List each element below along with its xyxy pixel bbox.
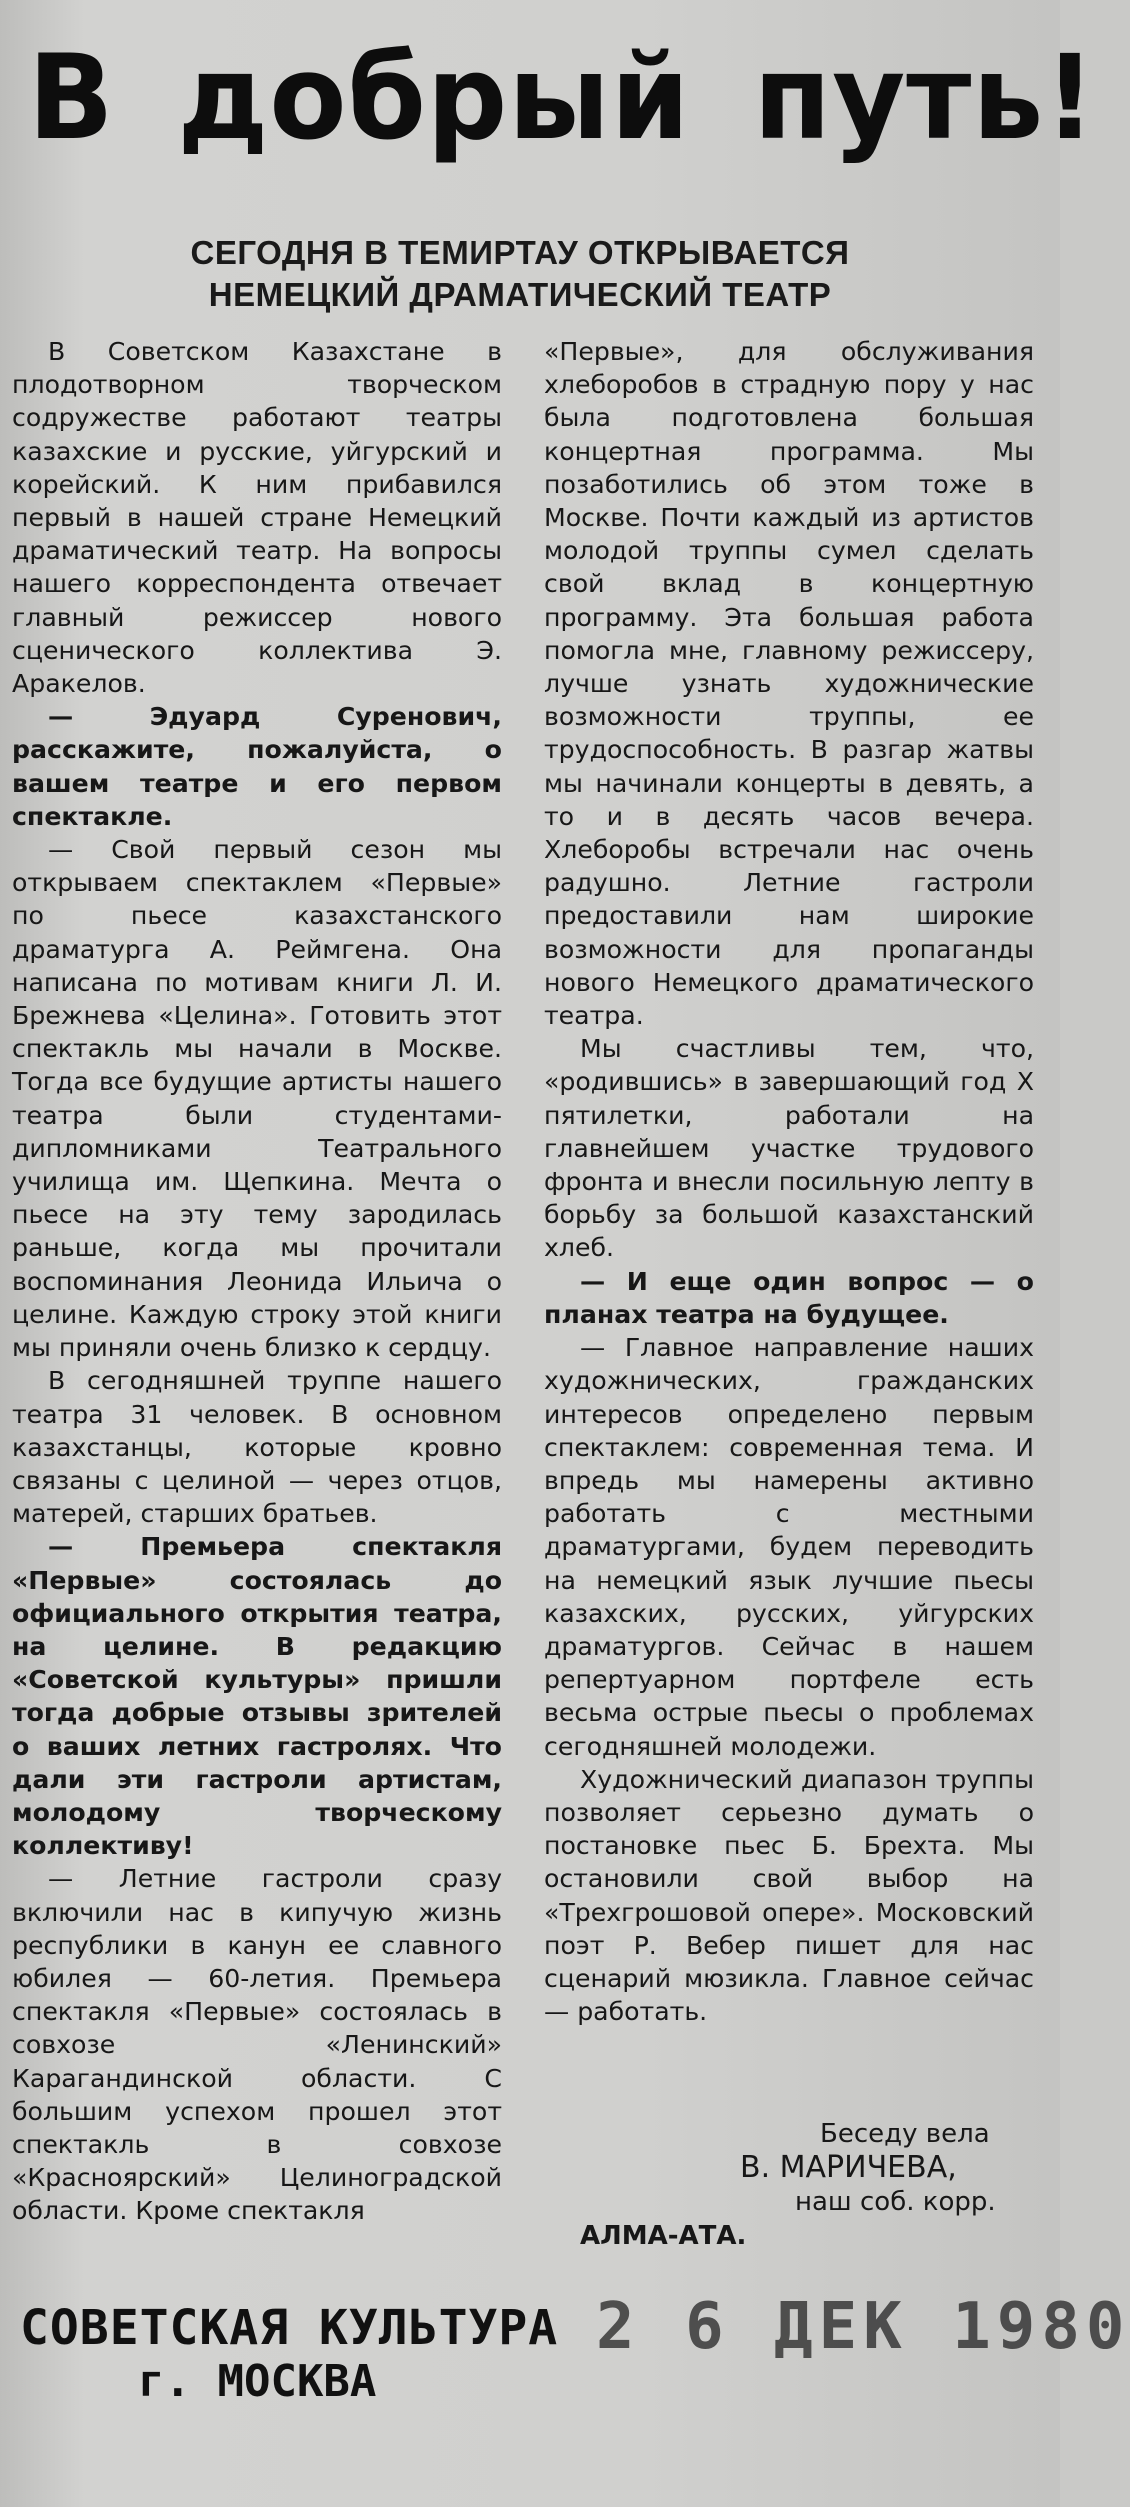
byline-role: наш соб. корр. — [795, 2187, 996, 2217]
paragraph: — Летние гастроли сразу включили нас в кипучую жизнь республики в канун ее славного юбилея — 60-летия. Премьера спектакля «Первые» состоялась в совхозе «Ленинский» Карагандинской области. С большим успехом прошел этот спектакль в совхозе «Красноярский» Целиноградской области. Кроме спектакля — [12, 1864, 502, 2226]
subheadline-line-2: НЕМЕЦКИЙ ДРАМАТИЧЕСКИЙ ТЕАТР — [208, 276, 832, 313]
article-column-right — [544, 335, 1034, 2028]
source-stamp-city: г. МОСКВА — [138, 2356, 377, 2407]
paragraph: — Главное направление наших художнических, гражданских интересов определено первым спектаклем: современная тема. И впредь мы намерены активно работать с местными драматургами, будем переводить на немецкий язык лучшие пьесы казахских, русских, уйгурских драматургов. Сейчас в нашем репертуарном портфеле есть весьма острые пьесы о проблемах сегодняшней молодежи. — [544, 1333, 1034, 1761]
interview-question: — И еще один вопрос — о планах театра на будущее. — [544, 1266, 1034, 1329]
subheadline-line-1: СЕГОДНЯ В ТЕМИРТАУ ОТКРЫВАЕТСЯ — [190, 234, 850, 271]
paragraph: — Свой первый сезон мы открываем спектаклем «Первые» по пьесе казахстанского драматурга А. Реймгена. Она написана по мотивам книги Л. И. Брежнева «Целина». Готовить этот спектакль мы начали в Москве. Тогда все будущие артисты нашего театра были студентами-дипломниками Театрального училища им. Щепкина. Мечта о пьесе на эту тему зародилась раньше, когда мы прочитали воспоминания Леонида Ильича о целине. Каждую строку этой книги мы приняли очень близко к сердцу. — [12, 835, 502, 1363]
headline: В добрый путь! — [28, 29, 1097, 166]
date-stamp: 2 6 ДЕК 1980 — [596, 2290, 1130, 2364]
source-stamp-newspaper: СОВЕТСКАЯ КУЛЬТУРА — [20, 2300, 559, 2356]
interview-question: — Премьера спектакля «Первые» состоялась до официального открытия театра, на целине. В редакцию «Советской культуры» пришли тогда добрые отзывы зрителей о ваших летних гастролях. Что дали эти гастроли артистам, молодому творческому коллективу! — [12, 1532, 502, 1861]
paragraph: В Советском Казахстане в плодотворном творческом содружестве работают театры казахские и русские, уйгурский и корейский. К ним прибавился первый в нашей стране Немецкий драматический театр. На вопросы нашего корреспондента отвечает главный режиссер нового сценического коллектива Э. Аракелов. — [12, 337, 502, 699]
byline-intro: Беседу вела — [820, 2119, 990, 2149]
byline-author: В. МАРИЧЕВА, — [740, 2150, 957, 2185]
paragraph: Художнический диапазон труппы позволяет серьезно думать о постановке пьес Б. Брехта. Мы остановили свой выбор на «Трехгрошовой опере». Московский поэт Р. Вебер пишет для нас сценарий мюзикла. Главное сейчас — работать. — [544, 1764, 1034, 2027]
article-column-left — [12, 335, 502, 2228]
paragraph: Мы счастливы тем, что, «родившись» в завершающий год X пятилетки, работали на главнейшем участке трудового фронта и внесли посильную лепту в борьбу за большой казахстанский хлеб. — [544, 1034, 1034, 1263]
subheadline — [120, 232, 920, 316]
dateline-place: АЛМА-АТА. — [580, 2221, 747, 2251]
paragraph: «Первые», для обслуживания хлеборобов в страдную пору у нас была подготовлена большая концертная программа. Мы позаботились об этом тоже в Москве. Почти каждый из артистов молодой труппы сумел сделать свой вклад в концертную программу. Эта большая работа помогла мне, главному режиссеру, лучше узнать художнические возможности труппы, ее трудоспособность. В разгар жатвы мы начинали концерты в девять, а то и в десять часов вечера. Хлеборобы встречали нас очень радушно. Летние гастроли предоставили нам широкие возможности для пропаганды нового Немецкого драматического театра. — [544, 337, 1034, 1031]
interview-question: — Эдуард Суренович, расскажите, пожалуйста, о вашем театре и его первом спектакле. — [12, 702, 502, 831]
byline — [580, 2117, 1000, 2253]
paragraph: В сегодняшней труппе нашего театра 31 человек. В основном казахстанцы, которые кровно связаны с целиной — через отцов, матерей, старших братьев. — [12, 1366, 502, 1529]
source-stamp — [20, 2300, 559, 2500]
